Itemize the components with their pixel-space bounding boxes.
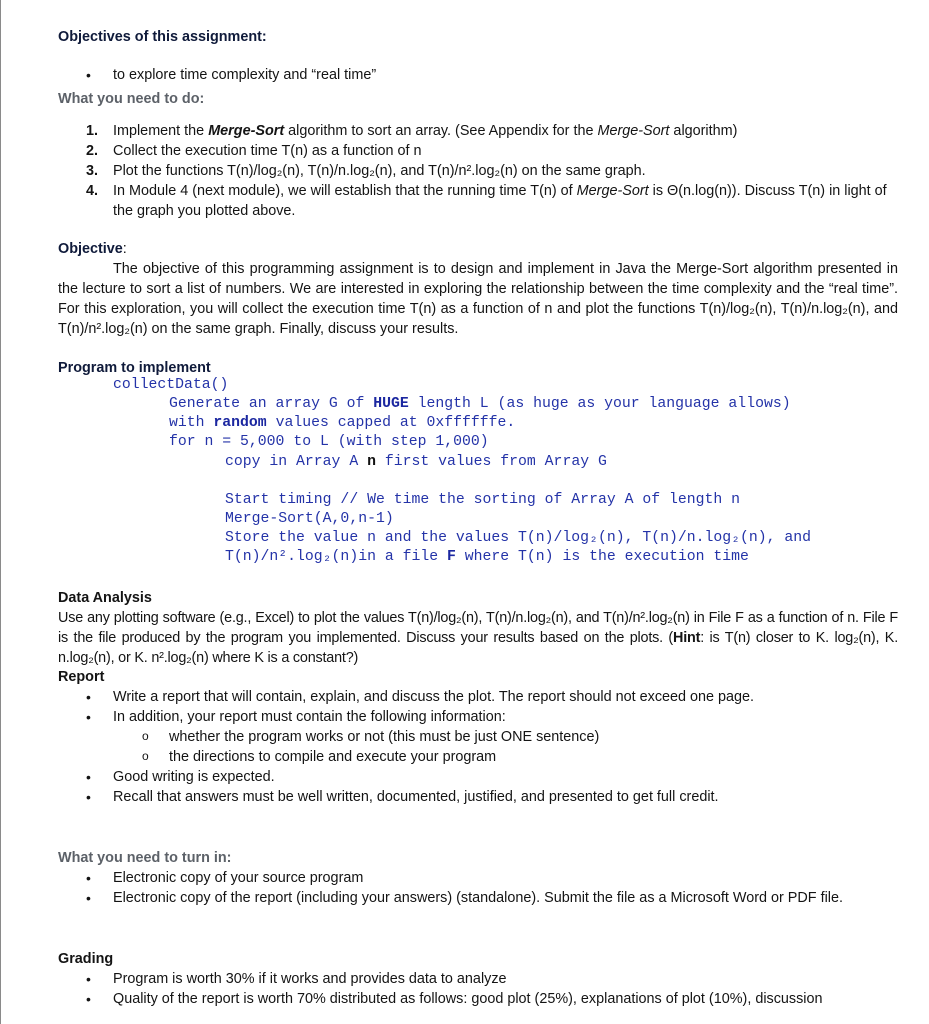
n-keyword: n <box>367 454 376 470</box>
merge-sort-term: Merge-Sort <box>597 123 670 139</box>
merge-sort-term: Merge-Sort <box>208 123 285 139</box>
todo-item-text: In Module 4 (next module), we will establish that the running time T(n) of <box>113 183 577 199</box>
merge-sort-term: Merge-Sort <box>576 183 649 199</box>
turnin-bullet-2: • Electronic copy of the report (including your answers) (standalone). Submit the file as a Microsoft Word or PDF file. <box>58 888 898 908</box>
todo-item-1 <box>58 121 898 141</box>
todo-item-number: 3. <box>86 163 99 179</box>
code-line-5: copy in Array A n first values from Array G <box>225 454 607 470</box>
code-line-2: Generate an array G of HUGE length L (as huge as your language allows) <box>169 396 791 412</box>
analysis-section <box>58 588 898 668</box>
random-keyword: random <box>213 415 267 431</box>
hint-label: Hint <box>673 630 701 646</box>
code-line-6: Start timing // We time the sorting of Array A of length n <box>225 492 741 508</box>
objectives-bullet-block <box>58 65 898 85</box>
report-sub-bullet-1: o whether the program works or not (this must be just ONE sentence) <box>58 727 898 747</box>
code-line-8: Store the value n and the values T(n)/log₂(n), T(n)/n.log₂(n), and <box>225 530 812 546</box>
report-bullet-2: • In addition, your report must contain the following information: <box>58 707 898 727</box>
todo-item-number: 2. <box>86 143 99 159</box>
objectives-section <box>58 27 898 47</box>
grading-heading: Grading <box>58 951 114 967</box>
todo-item-number: 1. <box>86 123 99 139</box>
turnin-heading: What you need to turn in: <box>58 850 232 866</box>
objective-colon: : <box>122 241 127 257</box>
page-left-border <box>0 0 1 1024</box>
analysis-paragraph: Use any plotting software (e.g., Excel) to plot the values T(n)/log₂(n), T(n)/n.log₂(n), and T(n)/n².log₂(n) in File F as a function of n. File F is the file produced by the program you implemented. Discuss your results based on the plots. (Hint: is T(n) closer to K. log₂(n), K. n.log₂(n), or K. n².log₂(n) where K is a constant?) <box>58 610 898 666</box>
objective-paragraph: The objective of this programming assignment is to design and implement in Java the Merge-Sort algorithm presented in the lecture to sort a list of numbers. We are interested in exploring the relationship between the time complexity and the “real time”. For this exploration, you will collect the execution time T(n) as a function of n and plot the functions T(n)/log₂(n), T(n)/n.log₂(n), and T(n)/n².log₂(n) on the same graph. Finally, discuss your results. <box>58 261 898 337</box>
objectives-heading: Objectives of this assignment: <box>58 29 267 45</box>
objectives-bullet: • to explore time complexity and “real time” <box>58 65 898 85</box>
report-bullet-1: • Write a report that will contain, explain, and discuss the plot. The report should not exceed one page. <box>58 687 898 707</box>
report-sub-bullet-2: o the directions to compile and execute your program <box>58 747 898 767</box>
grading-bullet-2: • Quality of the report is worth 70% distributed as follows: good plot (25%), explanations of plot (10%), discussion <box>58 989 898 1009</box>
code-line-9: T(n)/n².log₂(n)in a file F where T(n) is the execution time <box>225 549 749 565</box>
todo-item-4 <box>58 181 898 221</box>
program-heading: Program to implement <box>58 360 211 376</box>
report-heading: Report <box>58 669 105 685</box>
todo-item-text: algorithm) <box>669 123 738 139</box>
huge-keyword: HUGE <box>373 396 409 412</box>
todo-item-text: is Θ(n.log(n)). Discuss T(n) in light of the graph you plotted above. <box>113 183 887 219</box>
report-section <box>58 667 898 807</box>
report-bullet-4: • Recall that answers must be well written, documented, justified, and presented to get full credit. <box>58 787 898 807</box>
analysis-heading: Data Analysis <box>58 590 152 606</box>
code-line-7: Merge-Sort(A,0,n-1) <box>225 511 394 527</box>
objective-section <box>58 239 898 339</box>
todo-item-text: Collect the execution time T(n) as a function of n <box>113 143 422 159</box>
code-line-3: with random values capped at 0xffffffe. <box>169 415 516 431</box>
todo-item-number: 4. <box>86 183 99 199</box>
todo-item-text: Plot the functions T(n)/log₂(n), T(n)/n.log₂(n), and T(n)/n².log₂(n) on the same graph. <box>113 163 646 179</box>
objective-heading: Objective <box>58 241 123 257</box>
todo-list <box>58 121 898 221</box>
code-line-4: for n = 5,000 to L (with step 1,000) <box>169 434 489 450</box>
turnin-bullet-1: • Electronic copy of your source program <box>58 868 898 888</box>
todo-item-text: algorithm to sort an array. (See Appendix for the <box>284 123 598 139</box>
grading-bullet-1: • Program is worth 30% if it works and provides data to analyze <box>58 969 898 989</box>
file-f-keyword: F <box>447 549 456 565</box>
todo-section <box>58 89 898 109</box>
turnin-section <box>58 848 898 908</box>
todo-item-2 <box>58 141 898 161</box>
todo-item-text: Implement the <box>113 123 209 139</box>
todo-item-3 <box>58 161 898 181</box>
program-section <box>58 358 898 378</box>
report-bullet-3: • Good writing is expected. <box>58 767 898 787</box>
grading-section <box>58 949 898 1009</box>
code-line-1: collectData() <box>113 377 229 393</box>
todo-heading: What you need to do: <box>58 91 205 107</box>
